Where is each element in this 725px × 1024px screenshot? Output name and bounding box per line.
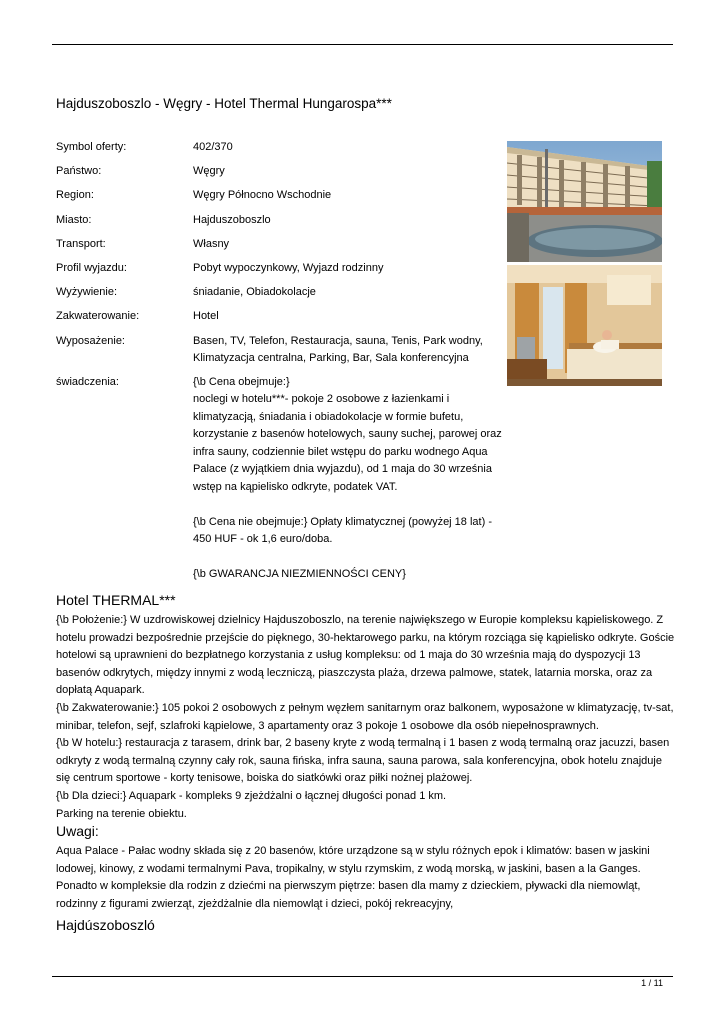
hotel-description: [56, 612, 676, 823]
hotel-exterior-photo: [507, 141, 662, 262]
detail-row-board: [56, 284, 506, 308]
accommodation-paragraph: {\b Zakwaterowanie:} 105 pokoi 2 osobowych z pełnym węzłem sanitarnym oraz balkonem, wyposażone w klimatyzację, tv-sat, minibar, telefon, sejf, szlafroki kąpielowe, 3 apartamenty oraz 3 pokoje 1 osobowe dla osób niepełnosprawnych.: [56, 701, 674, 732]
hotel-room-photo: [507, 265, 662, 386]
page-number: 1 / 11: [641, 978, 663, 988]
detail-row-region: [56, 187, 506, 211]
detail-value: Basen, TV, Telefon, Restauracja, sauna, Tenis, Park wodny, Klimatyzacja centralna, Parking, Bar, Sala konferencyjna: [193, 334, 483, 364]
aqua-palace-paragraph: Aqua Palace - Pałac wodny składa się z 20 basenów, które urządzone są w stylu różnych epok i klimatów: basen w jaskini lodowej, kinowy, z wodami termalnymi Pava, tropikalny, w stylu rzymskim, z wodą morską, w jaskini, basen a la Ganges. Ponadto w kompleksie dla rodzin z dziećmi na pierwszym piętrze: basen dla mamy z dzieckiem, pływacki dla niemowląt, rodzinny z figurami zwierząt, zjeżdżalnie dla niemowląt i dzieci, pokój rekreacyjny,: [56, 845, 650, 910]
detail-label: Profil wyjazdu:: [56, 261, 127, 274]
detail-row-city: [56, 212, 506, 236]
detail-label: Region:: [56, 189, 94, 202]
city-heading: Hajdúszoboszló: [56, 917, 155, 933]
price-includes-text: {\b Cena obejmuje:} noclegi w hotelu***- pokoje 2 osobowe z łazienkami i klimatyzacją, śniadania i obiadokolacje w formie bufetu, korzystanie z basenów hotelowych, sauny suchej, parowej oraz infra sauny, codziennie bilet wstępu do parku wodnego Aqua Palace (z wyjątkiem dnia wyjazdu), od 1 maja do 30 września wstęp na kąpielisko odkryte, podatek VAT.: [193, 375, 502, 493]
detail-row-country: [56, 163, 506, 187]
detail-value: Hotel: [193, 310, 219, 323]
footer-rule: [52, 976, 673, 977]
hotel-section-heading: Hotel THERMAL***: [56, 592, 176, 608]
detail-label: świadczenia:: [56, 375, 119, 388]
detail-value: 402/370: [193, 141, 233, 153]
detail-row-trip-profile: [56, 260, 506, 284]
notes-heading: Uwagi:: [56, 823, 99, 839]
detail-label: Wyżywienie:: [56, 286, 118, 299]
detail-row-transport: [56, 236, 506, 260]
detail-value: Węgry Północno Wschodnie: [193, 189, 332, 202]
detail-value: śniadanie, Obiadokolacje: [193, 286, 316, 299]
detail-label: Zakwaterowanie:: [56, 310, 140, 323]
detail-label: Państwo:: [56, 165, 102, 178]
detail-row-amenities: [56, 333, 506, 374]
offer-details: [56, 139, 506, 584]
parking-paragraph: Parking na terenie obiektu.: [56, 807, 187, 820]
detail-row-symbol: [56, 139, 506, 163]
detail-value: [193, 374, 504, 584]
header-rule: [52, 44, 673, 45]
detail-value: Hajduszoboszlo: [193, 213, 271, 226]
page-title: Hajduszoboszlo - Węgry - Hotel Thermal Hungarospa***: [56, 96, 392, 111]
price-guarantee-text: {\b GWARANCJA NIEZMIENNOŚCI CENY}: [193, 568, 406, 580]
detail-label: Transport:: [56, 237, 106, 250]
detail-label: Symbol oferty:: [56, 141, 127, 153]
detail-row-services: [56, 374, 506, 584]
detail-label: Wyposażenie:: [56, 334, 125, 347]
detail-value: Pobyt wypoczynkowy, Wyjazd rodzinny: [193, 261, 384, 274]
facilities-paragraph: {\b W hotelu:} restauracja z tarasem, drink bar, 2 baseny kryte z wodą termalną i 1 basen z wodą termalną oraz jacuzzi, basen odkryty z wodą termalną czynny cały rok, sauna fińska, infra sauna, sauna parowa, sala konferencyjna, obok hotelu znajduje się centrum sportowe - korty tenisowe, boiska do siatkówki oraz piłki nożnej plażowej.: [56, 737, 670, 785]
price-excludes-text: {\b Cena nie obejmuje:} Opłaty klimatycznej (powyżej 18 lat) - 450 HUF - ok 1,6 euro/doba.: [193, 515, 492, 545]
kids-paragraph: {\b Dla dzieci:} Aquapark - kompleks 9 zjeżdżalni o łącznej długości ponad 1 km.: [56, 789, 447, 802]
detail-value: Własny: [193, 237, 230, 250]
location-paragraph: {\b Położenie:} W uzdrowiskowej dzielnicy Hajduszoboszlo, na terenie największego w Europie kompleksu kąpieliskowego. Z hotelu prowadzi bezpośrednie przejście do pięknego, 30-hektarowego parku, na którym rozciąga się kąpielisko odkryte. Goście hotelowi są uprawnieni do bezpłatnego korzystania z usług kompleksu: od 1 maja do 30 września mają do dyspozycji 13 basenów odkrytych, między innymi z wodą leczniczą, piaszczysta plaża, drzewa palmowe, statek, latarnia morska, oraz za dopłatą Aquapark.: [56, 614, 675, 697]
detail-value: Węgry: [193, 165, 225, 178]
detail-row-accommodation: [56, 308, 506, 332]
detail-label: Miasto:: [56, 213, 92, 226]
notes-text: [56, 843, 676, 913]
